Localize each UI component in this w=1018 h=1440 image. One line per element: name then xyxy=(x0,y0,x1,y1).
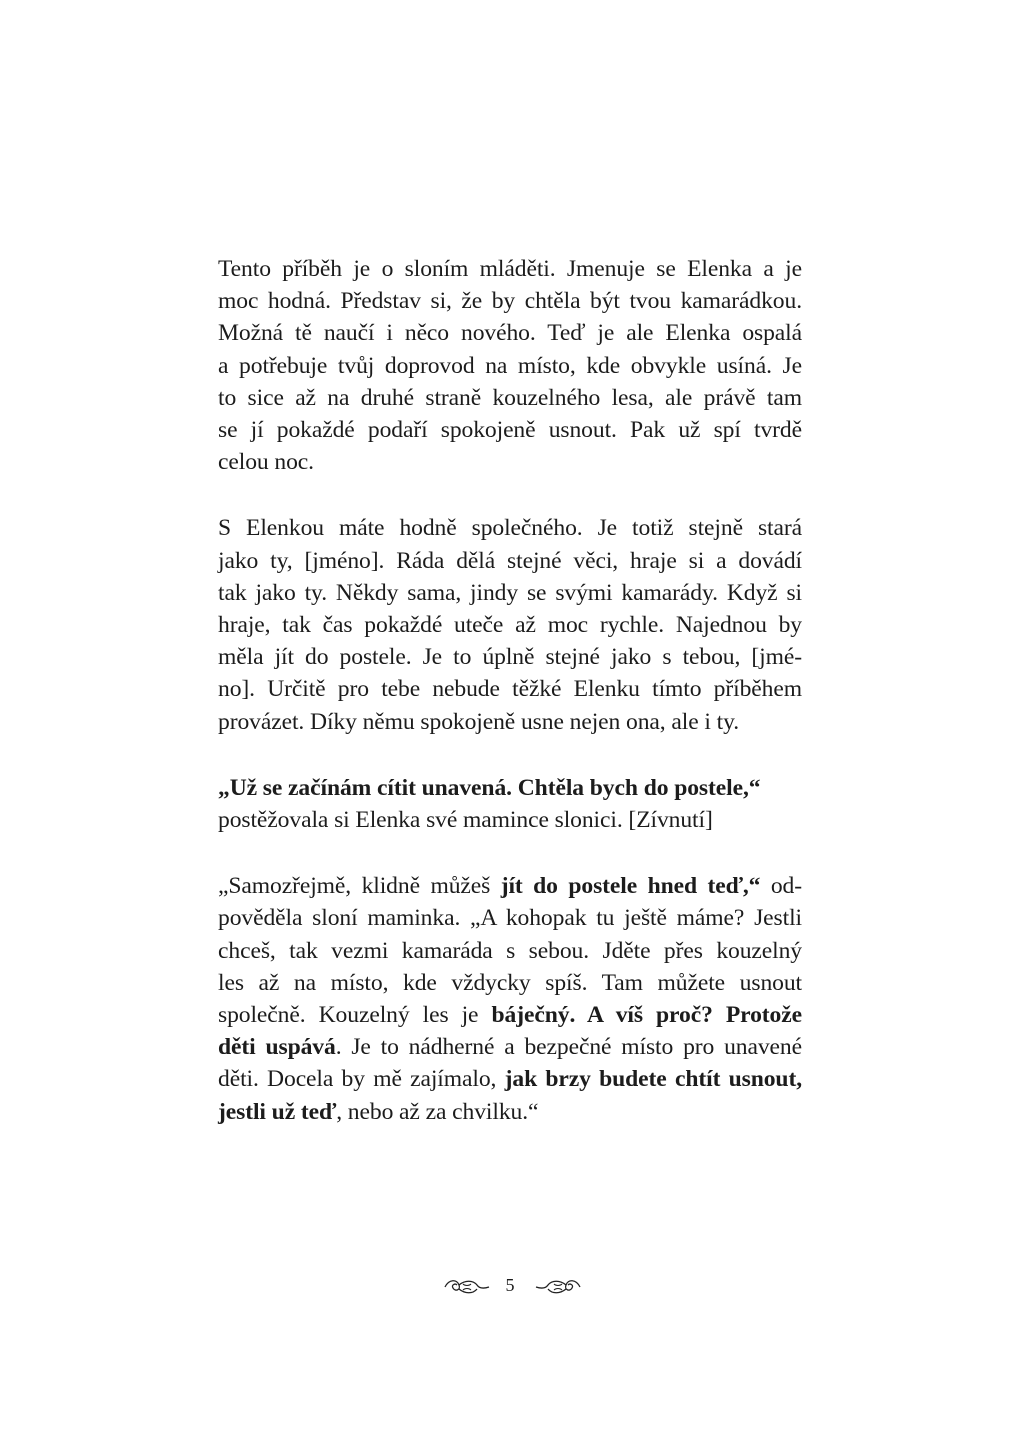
bold-phrase: děti uspává xyxy=(218,1034,336,1061)
story-text xyxy=(218,253,802,1162)
text-line: to sice až na druhé straně kouzelného lesa, ale právě tam xyxy=(218,384,802,411)
text-line: jako ty, [jméno]. Ráda dělá stejné věci, hraje si a dovádí xyxy=(218,547,802,574)
text-run: od- xyxy=(760,873,802,900)
paragraph-dialogue-mother xyxy=(218,870,802,1128)
paragraph-intro xyxy=(218,253,802,478)
text-run: , nebo až za chvilku.“ xyxy=(336,1098,539,1125)
page-number: 5 xyxy=(505,1275,515,1295)
text-line xyxy=(218,999,802,1031)
text-line: hraje, tak čas pokaždé uteče až moc rychle. Najednou by xyxy=(218,612,802,639)
text-line: no]. Určitě pro tebe nebude těžké Elenku tímto příběhem xyxy=(218,676,802,703)
bold-phrase: jestli už teď xyxy=(218,1098,337,1125)
text-line: Možná tě naučí i něco nového. Teď je ale Elenka ospalá xyxy=(218,320,802,347)
scroll-flourish-icon xyxy=(443,1276,491,1298)
text-line xyxy=(218,870,802,902)
text-run: . Je to nádherné a bezpečné místo pro unavené xyxy=(335,1034,802,1061)
text-run: „Samozřejmě, klidně můžeš xyxy=(218,873,501,900)
paragraph-common xyxy=(218,512,802,737)
text-line xyxy=(218,1063,802,1095)
text-line: chceš, tak vezmi kamaráda s sebou. Jděte přes kouzelný xyxy=(218,937,802,964)
bold-phrase: jak brzy budete chtít usnout, xyxy=(504,1066,802,1093)
scroll-flourish-icon xyxy=(534,1276,582,1298)
text-line: se jí pokaždé podaří spokojeně usnout. Pak už spí tvrdě xyxy=(218,417,802,444)
text-line: měla jít do postele. Je to úplně stejné jako s tebou, [jmé- xyxy=(218,644,802,671)
page-footer xyxy=(0,1268,1018,1308)
text-line: moc hodná. Představ si, že by chtěla být tvou kamarádkou. xyxy=(218,288,802,315)
text-line: provázet. Díky němu spokojeně usne nejen ona, ale i ty. xyxy=(218,708,740,735)
text-line: pověděla sloní maminka. „A kohopak tu ještě máme? Jestli xyxy=(218,905,802,932)
text-line xyxy=(218,772,802,804)
text-line: Tento příběh je o sloním mláděti. Jmenuje se Elenka a je xyxy=(218,256,802,282)
text-line: S Elenkou máte hodně společného. Je totiž stejně stará xyxy=(218,515,802,542)
text-line: a potřebuje tvůj doprovod na místo, kde obvykle usíná. Je xyxy=(218,352,802,379)
text-line: tak jako ty. Někdy sama, jindy se svými kamarády. Když si xyxy=(218,579,802,606)
text-line: celou noc. xyxy=(218,449,314,476)
text-line xyxy=(218,1031,802,1063)
text-run: děti. Docela by mě zajímalo, xyxy=(218,1066,505,1093)
text-line: postěžovala si Elenka své mamince slonici. [Zívnutí] xyxy=(218,807,713,834)
bold-phrase: báječný. A víš proč? Protože xyxy=(491,1002,802,1029)
text-run: společně. Kouzelný les je xyxy=(218,1002,492,1029)
paragraph-dialogue-elenka xyxy=(218,772,802,836)
text-line xyxy=(218,1096,802,1128)
text-line: les až na místo, kde vždycky spíš. Tam můžete usnout xyxy=(218,969,802,996)
bold-phrase: jít do postele hned teď,“ xyxy=(500,873,761,900)
bold-quote: „Už se začínám cítit unavená. Chtěla bych do postele,“ xyxy=(218,774,761,801)
